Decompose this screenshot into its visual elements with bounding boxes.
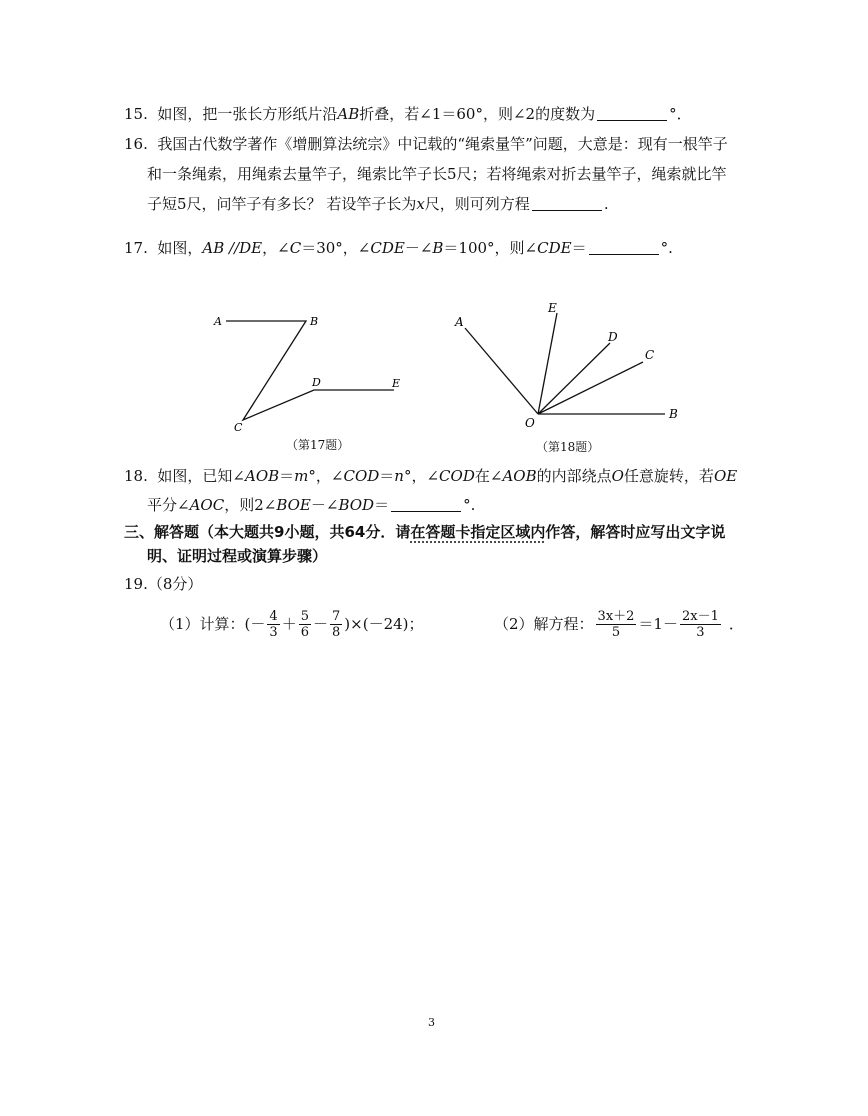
question-16 [124,134,728,154]
question-number: 15. [124,105,148,123]
angle-label: AOC [189,496,225,514]
angle-label: C [289,239,302,257]
section-text: 作答，解答时应写出文字说 [545,523,726,541]
question-text: . [603,195,609,213]
answer-blank[interactable] [597,106,667,121]
question-number: 17. [124,239,148,257]
fraction [330,609,342,640]
label-A: A [455,315,464,329]
question-text: °，∠ [308,467,344,485]
ray-OA [465,328,538,414]
answer-blank[interactable] [532,196,602,211]
ray-OC [538,362,643,414]
operator: － [250,615,266,633]
denominator: 3 [696,624,705,640]
question-text: 如图，已知∠ [157,467,245,485]
question-text: ＝ [279,467,295,485]
answer-blank[interactable] [589,240,659,255]
segment-label: AB [337,105,360,123]
label-E: E [548,301,557,315]
question-15 [124,104,692,124]
operator: ＝1－ [638,615,678,633]
fraction [299,609,311,640]
operator: ＋ [281,615,297,633]
angle-label: AOB [502,467,537,485]
question-18 [124,466,737,486]
expression-tail: ． [728,615,744,633]
angle-label: BOE [276,496,311,514]
angle-label: AOB [244,467,280,485]
label-E: E [392,377,401,390]
numerator: 3x＋2 [597,608,635,624]
question-text: ＝ [379,467,395,485]
fraction [680,609,721,640]
numerator: 7 [332,608,341,624]
question-16-line2 [147,164,727,184]
angle-label: COD [439,467,475,485]
question-19: 19.（8分） [124,575,203,593]
question-17 [124,238,673,258]
question-text: 子短5尺，问竿子有多长？ 若设竿子长为 [147,195,417,213]
question-number: 16. [124,135,148,153]
question-text: °． [669,105,692,123]
question-text: °. [463,496,476,514]
variable: x [416,195,425,213]
label-D: D [608,330,618,344]
operator: － [313,615,329,633]
angle-label: B [432,239,444,257]
question-number: 18. [124,467,148,485]
question-text: °，∠ [403,467,440,485]
ray-label: OE [713,467,738,485]
angle-label: COD [343,467,380,485]
question-text: 在∠ [474,467,503,485]
fraction [596,609,637,640]
question-text: 如图， [157,239,203,257]
question-19-part-2 [494,604,744,644]
label-C: C [645,348,655,362]
denominator: 3 [269,624,278,640]
section-3-heading-line2: 明、证明过程或演算步骤） [147,547,328,565]
question-text: ＝100°，则∠ [443,239,538,257]
question-text: ，∠ [262,239,290,257]
section-emphasis: 在答题卡指定区域内 [410,523,546,541]
figure-17-caption: （第17题） [286,438,350,452]
label-C: C [234,421,243,434]
denominator: 5 [611,624,621,640]
question-text: －∠ [310,496,339,514]
question-text: °. [660,239,673,257]
figure-18-caption: （第18题） [536,440,600,454]
figure-17-lines [226,321,394,420]
label-D: D [312,376,321,389]
question-18-line2 [147,495,475,515]
question-text: 任意旋转，若 [623,467,714,485]
question-text: ＝ [571,239,587,257]
expression-tail: )×(－24)； [344,615,424,633]
question-text: ，则2∠ [224,496,277,514]
section-3-heading [124,522,725,542]
question-text: 如图，把一张长方形纸片沿 [157,105,338,123]
label-B: B [669,407,678,421]
angle-label: CDE [537,239,572,257]
question-text: 的内部绕点 [536,467,612,485]
numerator: 2x－1 [681,608,719,624]
angle-label: BOD [338,496,375,514]
variable: m [294,467,309,485]
question-text: ＝ [374,496,390,514]
question-text: －∠ [404,239,433,257]
fraction [267,609,279,640]
variable: n [394,467,404,485]
numerator: 4 [269,608,278,624]
question-16-line3 [147,194,609,214]
denominator: 6 [300,624,309,640]
section-text: 三、解答题（本大题共9小题，共64分．请 [124,523,411,541]
denominator: 8 [332,624,341,640]
label-O: O [525,416,535,430]
label-B: B [310,315,319,328]
label-A: A [214,315,222,328]
parallel-statement: AB //DE [202,239,263,257]
numerator: 5 [300,608,309,624]
part-label: （1）计算：( [160,615,251,633]
page-number: 3 [428,1016,435,1029]
question-text: 折叠，若∠1＝60°，则∠2的度数为 [359,105,596,123]
part-label: （2）解方程： [494,615,594,633]
question-text: 尺，则可列方程 [424,195,530,213]
question-text: 我国古代数学著作《增删算法统宗》中记载的“绳索量竿”问题，大意是：现有一根竿子 [157,135,728,153]
answer-blank[interactable] [391,497,461,512]
angle-label: CDE [370,239,405,257]
question-text: ＝30°，∠ [301,239,371,257]
question-text: 和一条绳索，用绳索去量竿子，绳索比竿子长5尺；若将绳索对折去量竿子，绳索就比竿 [147,165,727,183]
figure-18 [445,295,690,435]
question-text: 平分∠ [147,496,190,514]
question-19-part-1 [160,604,424,644]
point-label: O [611,467,624,485]
figure-17 [200,300,430,440]
